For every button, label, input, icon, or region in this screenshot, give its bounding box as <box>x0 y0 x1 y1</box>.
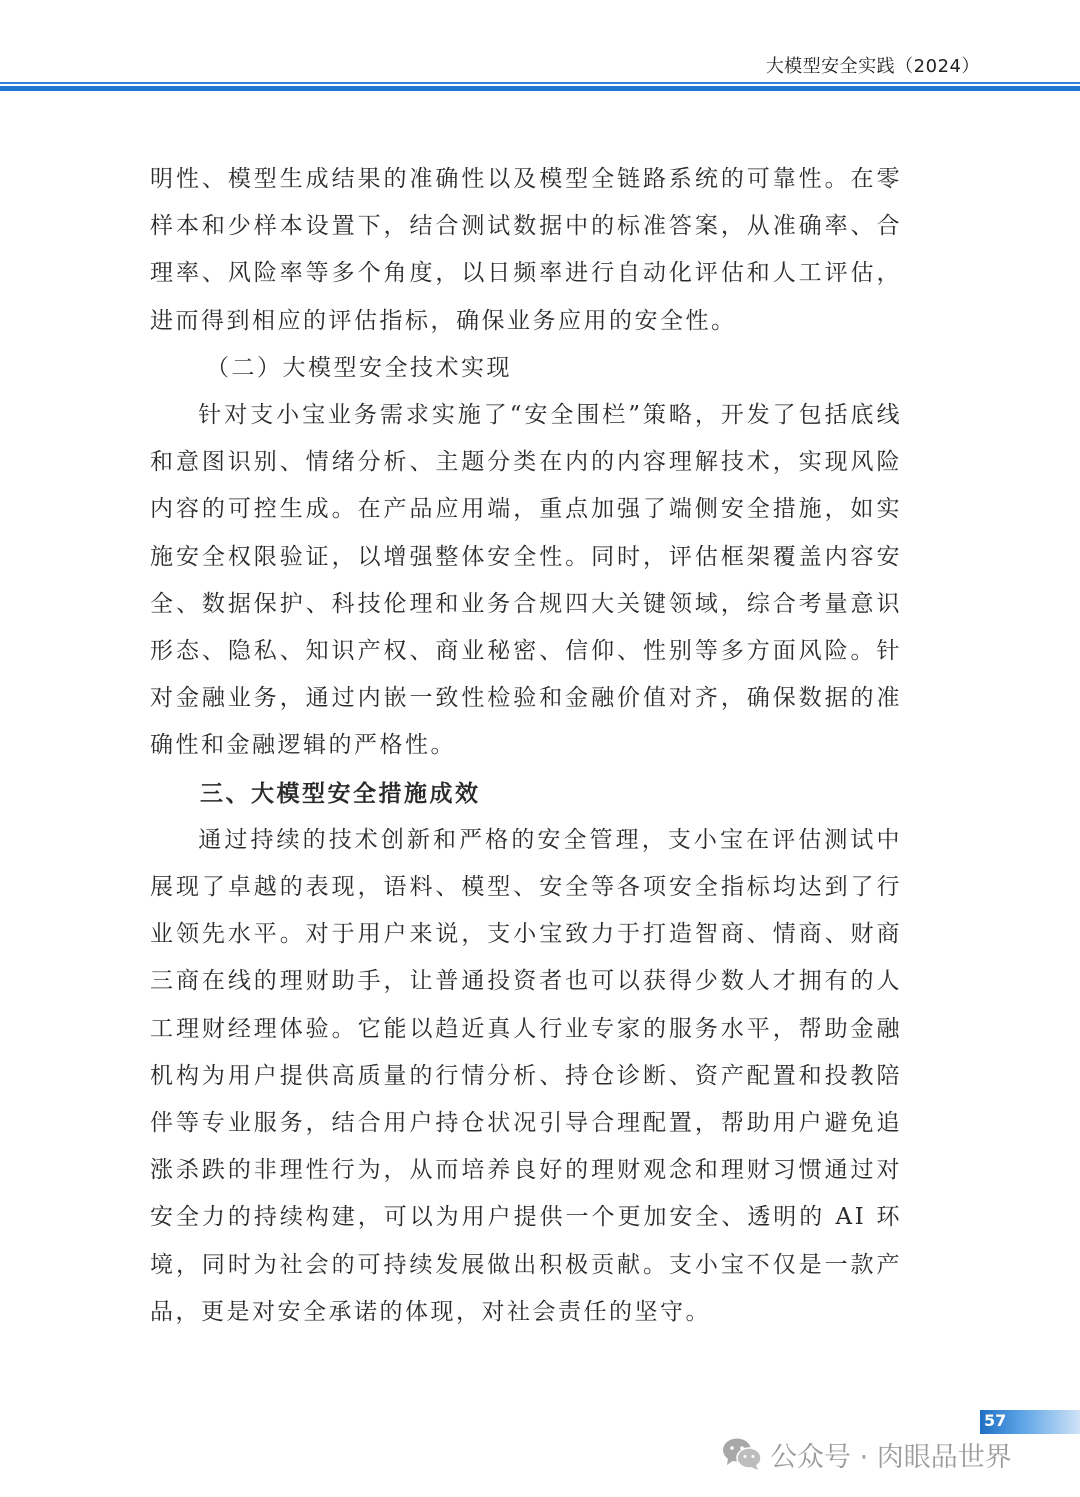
watermark-text: 公众号 · 肉眼品世界 <box>770 1441 1012 1473</box>
section-heading: 三、大模型安全措施成效 <box>200 779 481 807</box>
header-rule-thin <box>0 82 1080 84</box>
header-title: 大模型安全实践（2024） <box>765 56 980 77</box>
header-rule-thick <box>0 86 1080 91</box>
paragraph: 通过持续的技术创新和严格的安全管理，支小宝在评估测试中展现了卓越的表现，语料、模型、安全等各项安全指标均达到了行业领先水平。对于用户来说，支小宝致力于打造智商、情商、财商三商在线的理财助手，让普通投资者也可以获得少数人才拥有的人工理财经理体验。它能以趋近真人行业专家的服务水平，帮助金融机构为用户提供高质量的行情分析、持仓诊断、资产配置和投教陪伴等专业服务，结合用户持仓状况引导合理配置，帮助用户避免追涨杀跌的非理性行为，从而培养良好的理财观念和理财习惯通过对安全力的持续构建，可以为用户提供一个更加安全、透明的 AI 环境，同时为社会的可持续发展做出积极贡献。支小宝不仅是一款产品，更是对安全承诺的体现，对社会责任的坚守。 <box>150 826 902 1325</box>
wechat-icon <box>722 1437 762 1471</box>
subsection-heading: （二）大模型安全技术实现 <box>206 354 512 381</box>
paragraph-continued: 明性、模型生成结果的准确性以及模型全链路系统的可靠性。在零样本和少样本设置下，结合测试数据中的标准答案，从准确率、合理率、风险率等多个角度，以日频率进行自动化评估和人工评估，进而得到相应的评估指标，确保业务应用的安全性。 <box>150 166 902 334</box>
watermark <box>722 1430 1012 1478</box>
page-number: 57 <box>984 1411 1007 1430</box>
paragraph: 针对支小宝业务需求实施了“安全围栏”策略，开发了包括底线和意图识别、情绪分析、主题分类在内的内容理解技术，实现风险内容的可控生成。在产品应用端，重点加强了端侧安全措施，如实施安全权限验证，以增强整体安全性。同时，评估框架覆盖内容安全、数据保护、科技伦理和业务合规四大关键领域，综合考量意识形态、隐私、知识产权、商业秘密、信仰、性别等多方面风险。针对金融业务，通过内嵌一致性检验和金融价值对齐，确保数据的准确性和金融逻辑的严格性。 <box>150 402 902 759</box>
body-text <box>150 156 902 1336</box>
